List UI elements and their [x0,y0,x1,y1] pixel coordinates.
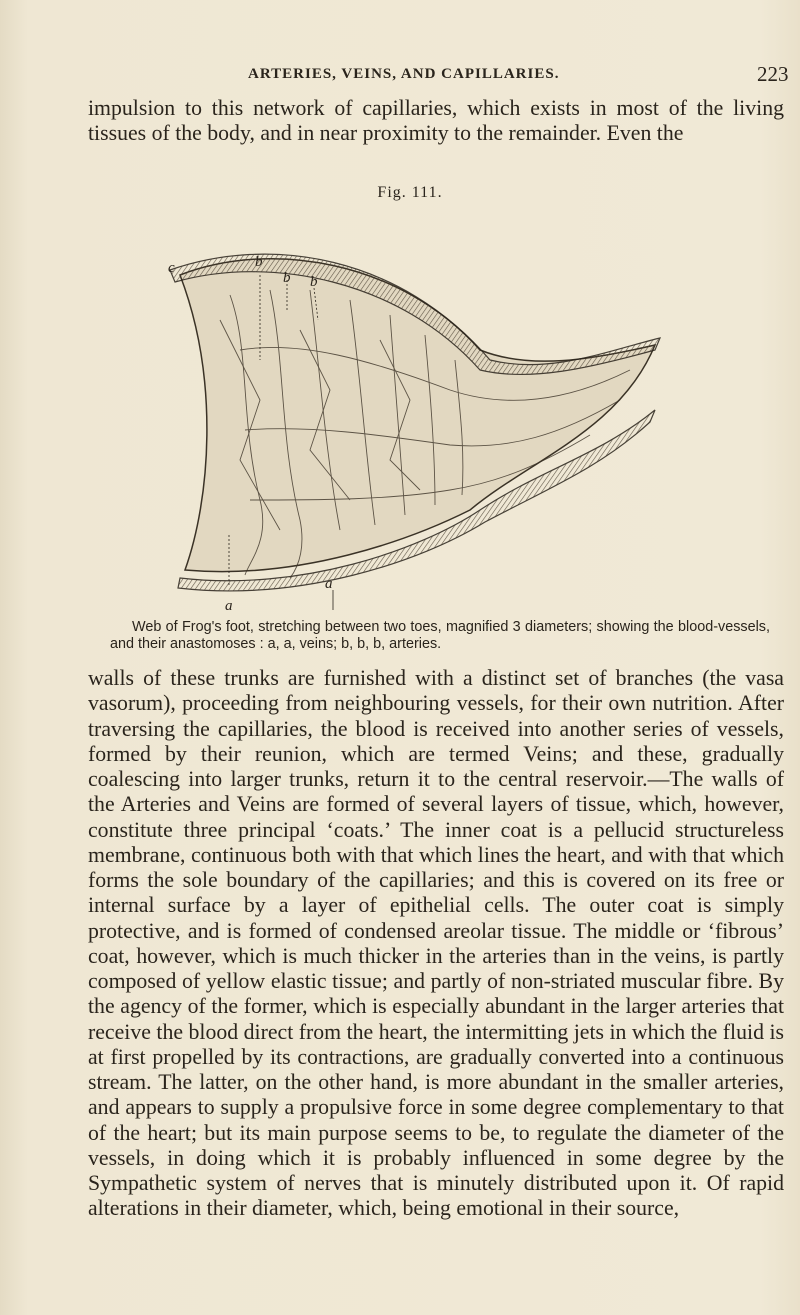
paragraph-top: impulsion to this network of capillaries, which exists in most of the living tissues of the body, and in near proximity to the remainder. Even the [88,96,784,146]
page-number: 223 [757,62,789,86]
figure-label: Fig. 111. [377,184,443,201]
label-c: c [168,260,175,276]
label-b-top: b [255,254,263,270]
label-b-right: b [310,274,318,290]
label-a-lower: a [225,598,233,614]
paragraph-body: walls of these trunks are furnished with a distinct set of branches (the vasa vasorum), proceeding from neighbouring vessels, for their own nutrition. After traversing the capillaries, the blood is received into another series of vessels, formed by their reunion, which are termed Veins; and these, gradually coalescing into larger trunks, return it to the central reservoir.—The walls of the Arteries and Veins are formed of several layers of tissue, which, however, constitute three principal ‘coats.’ The inner coat is a pellucid structureless membrane, continuous both with that which lines the heart, and with that which forms the sole boundary of the capillaries; and this is covered on its free or internal surface by a layer of epithelial cells. The outer coat is simply protective, and is formed of condensed areolar tissue. The middle or ‘fibrous’ coat, however, which is much thicker in the arteries than in the veins, is partly composed of yellow elastic tissue; and partly of non-striated muscular fibre. By the agency of the former, which is especially abundant in the larger arteries that receive the blood direct from the heart, the intermitting jets in which the fluid is at first propelled by its contractions, are gradually converted into a continuous stream. The latter, on the other hand, is more abundant in the smaller arteries, and appears to supply a propulsive force in some degree complementary to that of the heart; but its main purpose seems to be, to regulate the diameter of the vessels, in doing which it is probably influenced in some degree by the Sympathetic system of nerves that is minutely distributed upon it. Of rapid alterations in their diameter, which, being emotional in their source, [88,666,784,1221]
page-header [0,62,800,90]
running-title: ARTERIES, VEINS, AND CAPILLARIES. [248,66,560,82]
label-b-middle: b [283,270,291,286]
label-a-mid: a [325,576,333,592]
figure-caption: Web of Frog's foot, stretching between two toes, magnified 3 diameters; showing the blood-vessels, and their anastomoses : a, a, veins; b, b, b, arteries. [110,619,770,652]
frog-foot-web-illustration [150,200,670,620]
